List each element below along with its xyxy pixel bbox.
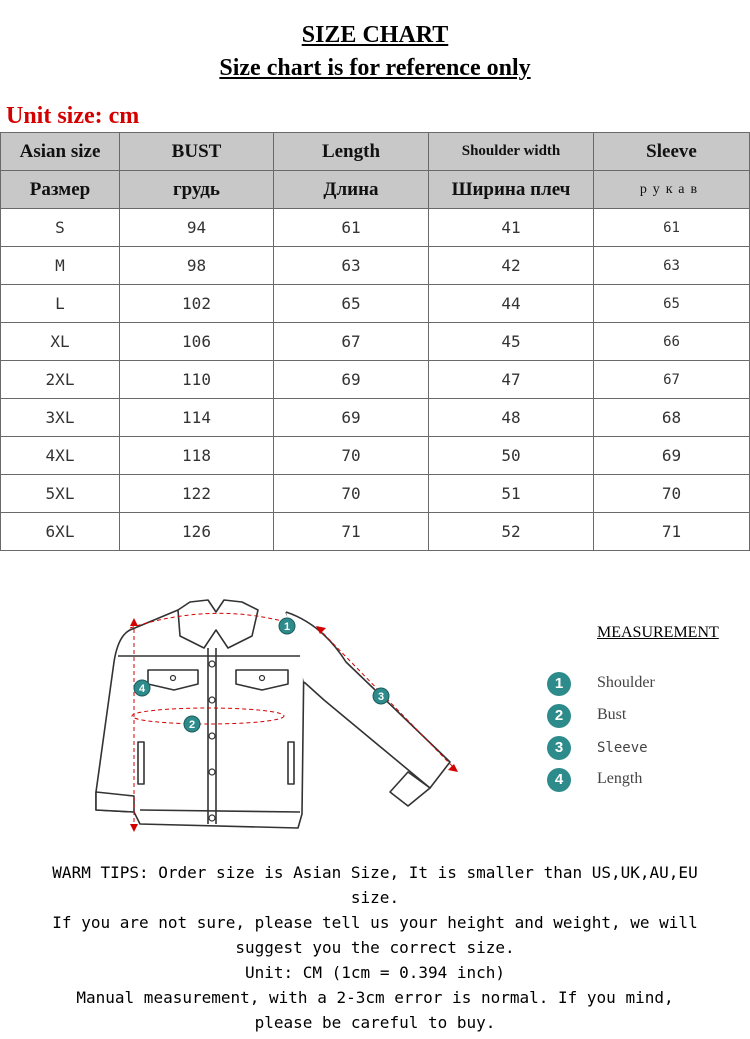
bust-cell: 98: [120, 247, 274, 285]
length-cell: 70: [274, 475, 429, 513]
sleeve-cell: 71: [594, 513, 750, 551]
bust-cell: 118: [120, 437, 274, 475]
sleeve-cell: 65: [594, 285, 750, 323]
tips-line: Unit: CM (1cm = 0.394 inch): [244, 963, 506, 982]
table-row: [1, 437, 750, 475]
legend-number: 2: [547, 704, 571, 728]
svg-text:2: 2: [188, 719, 196, 731]
shoulder-cell: 52: [429, 513, 594, 551]
table-row: [1, 513, 750, 551]
length-cell: 67: [274, 323, 429, 361]
sleeve-cell: 70: [594, 475, 750, 513]
col-header-size: Asian size: [1, 133, 120, 171]
col-header-bust: BUST: [120, 133, 274, 171]
marker-length: [134, 680, 150, 696]
length-cell: 70: [274, 437, 429, 475]
shoulder-cell: 51: [429, 475, 594, 513]
table-row: [1, 285, 750, 323]
length-cell: 63: [274, 247, 429, 285]
unit-label: Unit size: cm: [6, 103, 140, 129]
tips-line: If you are not sure, please tell us your height and weight, we will: [52, 913, 698, 932]
length-cell: 71: [274, 513, 429, 551]
col-header-length: Length: [274, 133, 429, 171]
size-cell: L: [1, 285, 120, 323]
size-cell: 3XL: [1, 399, 120, 437]
svg-text:3: 3: [377, 691, 385, 703]
page-subtitle: Size chart is for reference only: [219, 55, 531, 81]
length-cell: 65: [274, 285, 429, 323]
table-row: [1, 323, 750, 361]
bust-cell: 110: [120, 361, 274, 399]
col-header-size-ru: Размер: [1, 171, 120, 209]
table-row: [1, 209, 750, 247]
size-cell: 6XL: [1, 513, 120, 551]
shoulder-cell: 48: [429, 399, 594, 437]
table-row: [1, 247, 750, 285]
marker-sleeve: [373, 688, 389, 704]
legend-number: 1: [547, 672, 571, 696]
legend-label: Shoulder: [597, 674, 655, 691]
legend-number: 3: [547, 736, 571, 760]
tips-line: Manual measurement, with a 2-3cm error is normal. If you mind,: [76, 988, 674, 1007]
shoulder-cell: 45: [429, 323, 594, 361]
table-row: [1, 475, 750, 513]
col-header-length-ru: Длина: [274, 171, 429, 209]
length-cell: 69: [274, 361, 429, 399]
table-row: [1, 361, 750, 399]
jacket-diagram: [90, 592, 470, 842]
tips-line: suggest you the correct size.: [235, 938, 515, 957]
shoulder-cell: 50: [429, 437, 594, 475]
marker-shoulder: [279, 618, 295, 634]
marker-bust: [184, 716, 200, 732]
size-cell: XL: [1, 323, 120, 361]
sleeve-cell: 61: [594, 209, 750, 247]
shoulder-cell: 47: [429, 361, 594, 399]
bust-cell: 106: [120, 323, 274, 361]
svg-text:1: 1: [283, 621, 291, 633]
bust-cell: 102: [120, 285, 274, 323]
size-cell: 5XL: [1, 475, 120, 513]
bust-cell: 94: [120, 209, 274, 247]
col-header-sleeve-ru: рукав: [594, 171, 750, 209]
tips-line: WARM TIPS: Order size is Asian Size, It is smaller than US,UK,AU,EU: [52, 863, 698, 882]
sleeve-cell: 66: [594, 323, 750, 361]
bust-cell: 126: [120, 513, 274, 551]
size-cell: 2XL: [1, 361, 120, 399]
length-cell: 69: [274, 399, 429, 437]
shoulder-cell: 42: [429, 247, 594, 285]
size-cell: 4XL: [1, 437, 120, 475]
table-header-en: [1, 133, 750, 171]
table-row: [1, 399, 750, 437]
col-header-shoulder-ru: Ширина плеч: [429, 171, 594, 209]
shoulder-cell: 44: [429, 285, 594, 323]
page-title: SIZE CHART: [301, 22, 449, 48]
legend-label: Length: [597, 770, 643, 787]
sleeve-cell: 68: [594, 399, 750, 437]
size-cell: S: [1, 209, 120, 247]
sleeve-cell: 63: [594, 247, 750, 285]
shoulder-cell: 41: [429, 209, 594, 247]
size-table: [0, 132, 750, 551]
warm-tips: [0, 860, 750, 1035]
bust-cell: 122: [120, 475, 274, 513]
col-header-shoulder: Shoulder width: [429, 133, 594, 171]
col-header-bust-ru: грудь: [120, 171, 274, 209]
svg-text:4: 4: [138, 683, 146, 695]
sleeve-cell: 67: [594, 361, 750, 399]
legend-number: 4: [547, 768, 571, 792]
measurement-title: MEASUREMENT: [597, 624, 719, 641]
table-header-ru: [1, 171, 750, 209]
legend-label: Sleeve: [597, 740, 648, 756]
tips-line: please be careful to buy.: [254, 1013, 496, 1032]
legend-label: Bust: [597, 706, 627, 723]
sleeve-cell: 69: [594, 437, 750, 475]
col-header-sleeve: Sleeve: [594, 133, 750, 171]
tips-line: size.: [350, 888, 400, 907]
bust-cell: 114: [120, 399, 274, 437]
length-cell: 61: [274, 209, 429, 247]
size-cell: M: [1, 247, 120, 285]
